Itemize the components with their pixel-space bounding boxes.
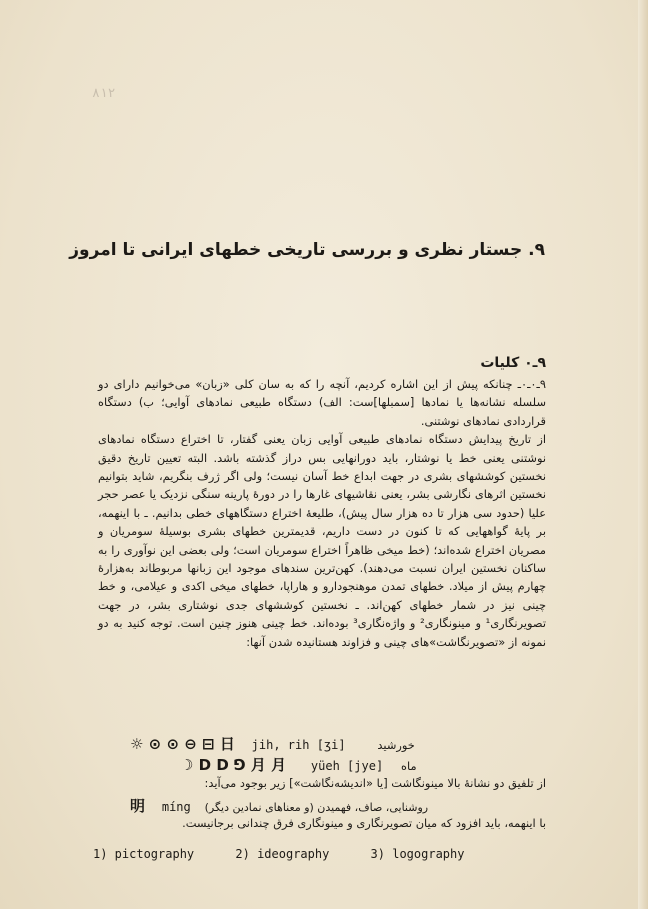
- body-text: [98, 375, 546, 651]
- chapter-title: ۹. جستار نظری و بررسی تاریخی خطهای ایرانی تا امروز: [69, 240, 545, 260]
- example-row-sun: [130, 733, 415, 753]
- compound-romanization: míng: [161, 800, 191, 814]
- footnotes: [93, 847, 493, 861]
- paragraph-3: از تلفیق دو نشانهٔ بالا مینونگاشت [یا «اندیشه‌نگاشت»] زیر بوجود می‌آید:: [204, 776, 546, 790]
- compound-example: [130, 795, 428, 815]
- moon-romanization: yüeh [jye]: [310, 759, 384, 773]
- paragraph-1: ۹ـ۰ـ۰ـ چنانکه پیش از این اشاره کردیم، آنچه را که به سان کلی «زبان» می‌خوانیم دارای دو سلسله نشانه‌ها یا نمادها [سمبلها]ست: الف) دستگاه طبیعی نمادهای آوایی؛ ب) دستگاه قراردادی نمادهای نوشتنی.: [98, 377, 546, 428]
- closing-text: [98, 814, 546, 832]
- footnote-3: 3) logography: [370, 847, 465, 861]
- sun-meaning: خورشید: [377, 738, 415, 752]
- paragraph-closing: با اینهمه، باید افزود که میان تصویرنگاری و مینونگاری فرق چندانی برجانیست.: [182, 816, 546, 830]
- moon-glyphs: ☽ D D ⅁ 月 月: [180, 756, 287, 774]
- moon-meaning: ماه: [401, 759, 417, 773]
- paragraph-after-examples: [98, 774, 546, 792]
- example-row-moon: [180, 754, 417, 774]
- compound-glyph: 明: [130, 797, 146, 815]
- compound-meaning: روشنایی، صاف، فهمیدن (و معناهای نمادین دیگر): [204, 801, 429, 814]
- section-heading: ۹ـ۰ کلیات: [480, 355, 546, 371]
- sun-glyphs: ☼ ⊙ ⊙ ⊖ ⊟ 日: [130, 735, 235, 753]
- page-edge: [638, 0, 648, 909]
- footnote-1: 1) pictography: [93, 847, 195, 861]
- footnote-2: 2) ideography: [235, 847, 330, 861]
- paragraph-2: از تاریخ پیدایش دستگاه نمادهای طبیعی آوایی زبان یعنی گفتار، تا اختراع دستگاه نمادهای نوشتنی یعنی خط یا نوشتار، باید دورانهایی بس دراز گذشته باشد. البته تعیین تاریخ دقیق نخستین کوششهای بشری در جهت ابداع خط آسان نیست؛ ولی اگر ژرف بنگریم، شاید بتوانیم نخستین اثرهای نگارشی بشر، یعنی نقاشیهای غارها را در دورهٔ پارینه سنگی نزدیک یا عصر حجر علیا (حدود سی هزار تا ده هزار سال پیش)، طلیعهٔ اختراع دستگاههای خطی بدانیم. ـ با اینهمه، بر پایهٔ گواههایی که تا کنون در دست داریم، قدیمترین خطهای بشری بوسیلهٔ سومریان و مصریان اختراع شده‌اند؛ (خط میخی ظاهراً اختراع سومریان است؛ ولی بعضی این نوآوری را به ساکنان نخستین ایران نسبت می‌دهند). کهن‌ترین سندهای موجود این زبانها مربوطاند به‌هزارهٔ چهارم پیش از میلاد. خطهای تمدن موهنجودارو و هاراپا، خطهای میخی اکدی و عیلامی، و خط چینی نیز در شمار خطهای کهن‌اند. ـ نخستین کوششهای جدی نوشتاری بشر، در جهت تصویرنگاری¹ و مینونگاری² و واژه‌نگاری³ بوده‌اند. خط چینی هنوز چنین است. توجه کنید به دو نمونه از «تصویرنگاشت»های چینی و فزاوند هستانیده شدن آنها:: [98, 432, 546, 649]
- sun-romanization: jih, rih [ʒi]: [251, 738, 346, 752]
- page-number: ۸۱۲: [92, 86, 116, 101]
